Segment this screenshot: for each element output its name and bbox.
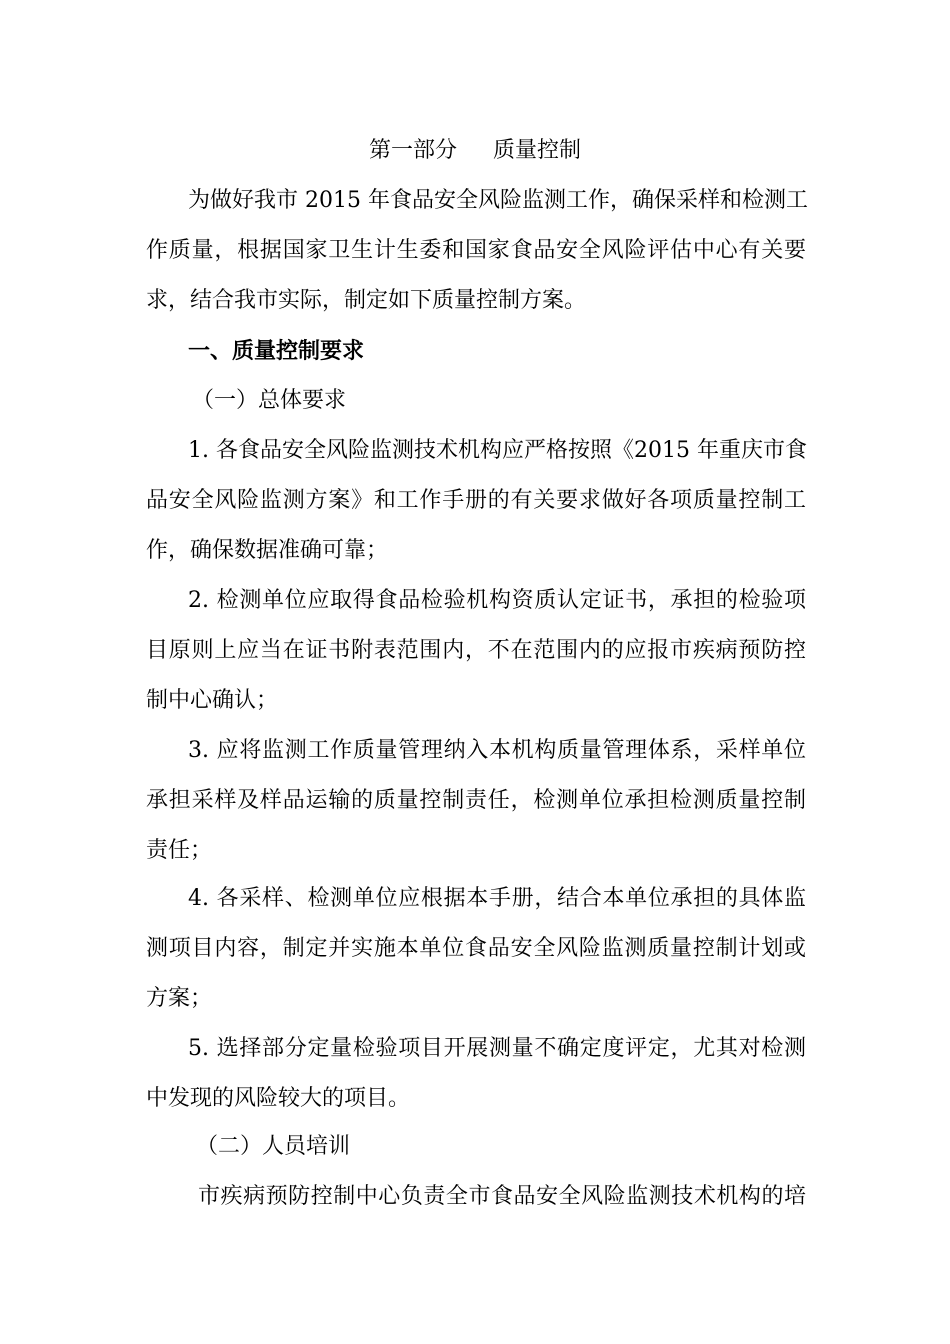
- intro-line-2: 作质量，根据国家卫生计生委和国家食品安全风险评估中心有关要: [146, 238, 806, 263]
- part-label: 第一部分: [368, 138, 457, 163]
- part-name: 质量控制: [493, 138, 582, 163]
- item-2-line-3: 制中心确认；: [146, 688, 279, 713]
- item-1-line-1: 1. 各食品安全风险监测技术机构应严格按照《2015 年重庆市食: [188, 438, 807, 463]
- item-1-line-2: 品安全风险监测方案》和工作手册的有关要求做好各项质量控制工: [146, 488, 806, 513]
- item-3-line-2: 承担采样及样品运输的质量控制责任，检测单位承担检测质量控制: [146, 788, 806, 813]
- item-4-line-3: 方案；: [146, 986, 213, 1011]
- item-4-line-2: 测项目内容，制定并实施本单位食品安全风险监测质量控制计划或: [146, 936, 806, 961]
- section-heading: 一、质量控制要求: [188, 338, 365, 364]
- item-5-line-2: 中发现的风险较大的项目。: [146, 1086, 411, 1111]
- item-5-line-1: 5. 选择部分定量检验项目开展测量不确定度评定，尤其对检测: [188, 1036, 806, 1061]
- subsection-heading-training: （二）人员培训: [196, 1134, 351, 1159]
- item-3-line-1: 3. 应将监测工作质量管理纳入本机构质量管理体系，采样单位: [188, 738, 806, 763]
- training-line-1: 市疾病预防控制中心负责全市食品安全风险监测技术机构的培: [198, 1184, 806, 1209]
- item-2-line-1: 2. 检测单位应取得食品检验机构资质认定证书，承担的检验项: [188, 588, 806, 613]
- intro-line-1: 为做好我市 2015 年食品安全风险监测工作，确保采样和检测工: [188, 188, 808, 213]
- item-1-line-3: 作，确保数据准确可靠；: [146, 538, 389, 563]
- part-title: [0, 136, 950, 166]
- item-4-line-1: 4. 各采样、检测单位应根据本手册，结合本单位承担的具体监: [188, 886, 806, 911]
- item-2-line-2: 目原则上应当在证书附表范围内，不在范围内的应报市疾病预防控: [146, 638, 806, 663]
- subsection-heading-general: （一）总体要求: [192, 388, 347, 413]
- intro-line-3: 求，结合我市实际，制定如下质量控制方案。: [146, 288, 587, 313]
- item-3-line-3: 责任；: [146, 838, 213, 863]
